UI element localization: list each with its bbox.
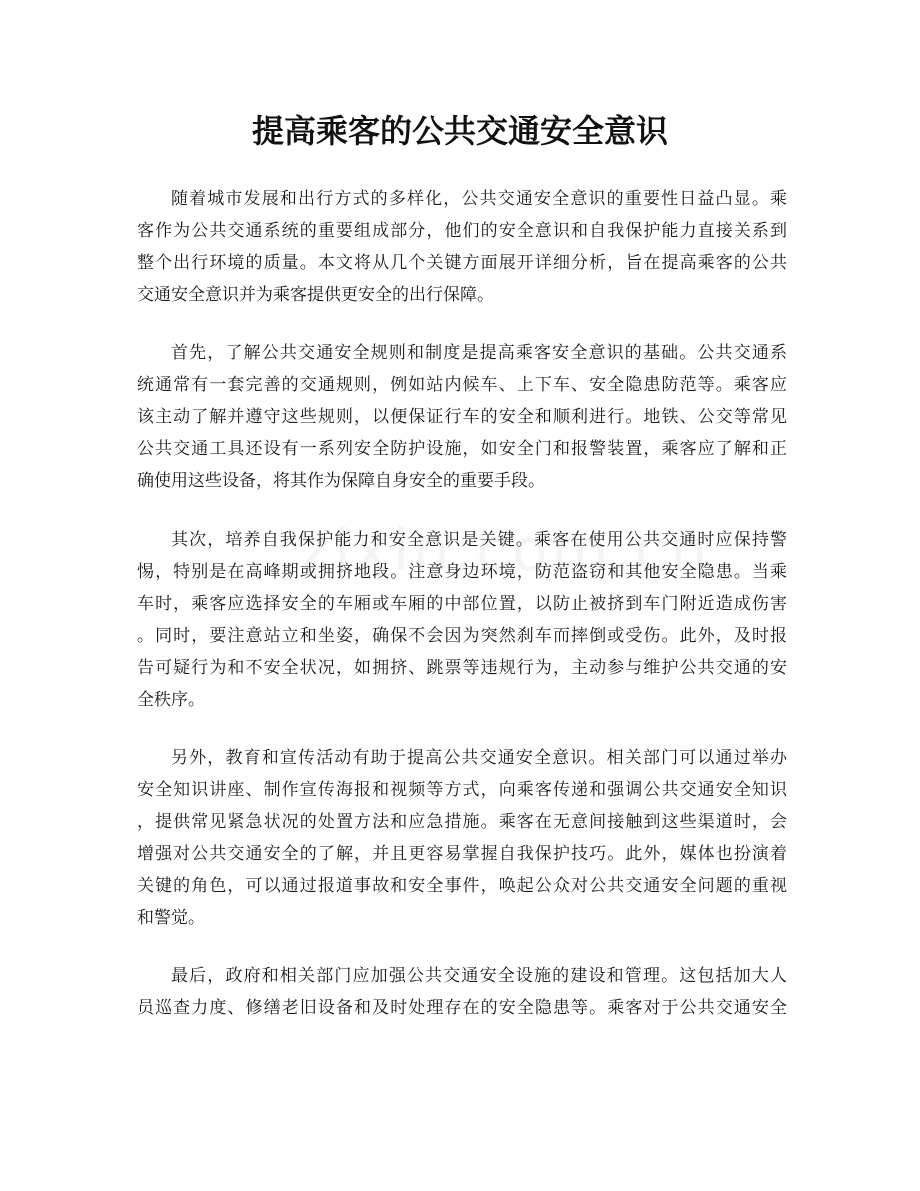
text-line: 告可疑行为和不安全状况，如拥挤、跳票等违规行为，主动参与维护公共交通的安 bbox=[137, 658, 787, 678]
text-line: 最后，政府和相关部门应加强公共交通安全设施的建设和管理。这包括加大人 bbox=[171, 966, 787, 986]
text-line: 另外，教育和宣传活动有助于提高公共交通安全意识。相关部门可以通过举办 bbox=[171, 748, 787, 768]
text-line: 车时，乘客应选择安全的车厢或车厢的中部位置，以防止被挤到车门附近造成伤害 bbox=[137, 594, 787, 614]
text-line: ，提供常见紧急状况的处置方法和应急措施。乘客在无意间接触到这些渠道时，会 bbox=[137, 812, 787, 832]
text-line: 确使用这些设备，将其作为保障自身安全的重要手段。 bbox=[137, 471, 545, 491]
text-line: 其次，培养自我保护能力和安全意识是关键。乘客在使用公共交通时应保持警 bbox=[171, 530, 787, 550]
text-line: 客作为公共交通系统的重要组成部分，他们的安全意识和自我保护能力直接关系到 bbox=[137, 221, 787, 241]
text-line: 惕，特别是在高峰期或拥挤地段。注意身边环境，防范盗窃和其他安全隐患。当乘 bbox=[137, 562, 787, 582]
text-line: 关键的角色，可以通过报道事故和安全事件，唤起公众对公共交通安全问题的重视 bbox=[137, 876, 787, 896]
text-line: 安全知识讲座、制作宣传海报和视频等方式，向乘客传递和强调公共交通安全知识 bbox=[137, 780, 787, 800]
text-line: 该主动了解并遵守这些规则，以便保证行车的安全和顺利进行。地铁、公交等常见 bbox=[137, 407, 787, 427]
text-line: 整个出行环境的质量。本文将从几个关键方面展开详细分析，旨在提高乘客的公共 bbox=[137, 253, 787, 273]
text-line: 全秩序。 bbox=[137, 690, 205, 710]
text-line: 统通常有一套完善的交通规则，例如站内候车、上下车、安全隐患防范等。乘客应 bbox=[137, 375, 787, 395]
text-line: 。同时，要注意站立和坐姿，确保不会因为突然刹车而摔倒或受伤。此外，及时报 bbox=[137, 626, 787, 646]
text-line: 和警觉。 bbox=[137, 908, 205, 928]
text-line: 员巡查力度、修缮老旧设备和及时处理存在的安全隐患等。乘客对于公共交通安全 bbox=[137, 998, 787, 1018]
text-line: 随着城市发展和出行方式的多样化，公共交通安全意识的重要性日益凸显。乘 bbox=[171, 189, 787, 209]
text-line: 交通安全意识并为乘客提供更安全的出行保障。 bbox=[137, 285, 494, 305]
text-line: 公共交通工具还设有一系列安全防护设施，如安全门和报警装置，乘客应了解和正 bbox=[137, 439, 787, 459]
text-line: 增强对公共交通安全的了解，并且更容易掌握自我保护技巧。此外，媒体也扮演着 bbox=[137, 844, 787, 864]
text-line: 首先，了解公共交通安全规则和制度是提高乘客安全意识的基础。公共交通系 bbox=[171, 343, 787, 363]
document-title: 提高乘客的公共交通安全意识 bbox=[251, 112, 668, 150]
